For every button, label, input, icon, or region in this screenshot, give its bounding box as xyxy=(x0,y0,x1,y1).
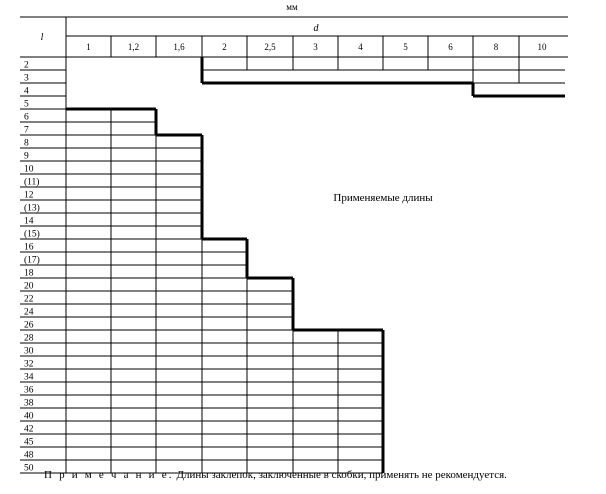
diameter-label: 1,2 xyxy=(127,42,140,52)
length-label: (11) xyxy=(24,177,40,188)
length-label: 20 xyxy=(24,281,34,292)
length-label: 18 xyxy=(24,268,34,279)
diameter-label: 6 xyxy=(448,42,453,52)
diameter-label: 4 xyxy=(358,42,363,52)
length-label: (17) xyxy=(24,255,40,266)
diameter-label: 3 xyxy=(313,42,318,52)
length-label: (13) xyxy=(24,203,40,214)
diameter-label: 5 xyxy=(403,42,408,52)
length-label: 16 xyxy=(24,242,34,253)
length-label: 36 xyxy=(24,385,34,396)
length-label: 32 xyxy=(24,359,34,370)
footnote-prefix: П р и м е ч а н и е. xyxy=(44,469,174,481)
length-label: 4 xyxy=(24,86,29,97)
diameter-label: 2 xyxy=(222,42,227,52)
length-label: 34 xyxy=(24,372,34,383)
length-label: (15) xyxy=(24,229,40,240)
diameter-label: 8 xyxy=(493,42,499,52)
length-label: 2 xyxy=(24,60,29,71)
length-label: 30 xyxy=(24,346,34,357)
length-label: 22 xyxy=(24,294,34,305)
length-label: 14 xyxy=(24,216,34,227)
diameter-header: d xyxy=(313,23,319,34)
length-label: 48 xyxy=(24,450,34,461)
length-label: 50 xyxy=(24,463,34,474)
length-label: 7 xyxy=(24,125,29,136)
length-label: 26 xyxy=(24,320,34,331)
length-label: 9 xyxy=(24,151,29,162)
length-label: 38 xyxy=(24,398,34,409)
table-footnote xyxy=(44,469,507,481)
length-label: 40 xyxy=(24,411,34,422)
unit-label: мм xyxy=(286,2,298,12)
length-label: 28 xyxy=(24,333,34,344)
length-label: 5 xyxy=(24,99,29,110)
length-label: 45 xyxy=(24,437,34,448)
length-label: 6 xyxy=(24,112,29,123)
length-label: 12 xyxy=(24,190,34,201)
length-label: 42 xyxy=(24,424,34,435)
diameter-label: 2,5 xyxy=(264,42,276,52)
diameter-label: 1,6 xyxy=(173,42,185,52)
length-label: 10 xyxy=(24,164,34,175)
length-label: 8 xyxy=(24,138,29,149)
length-header: l xyxy=(40,32,44,43)
length-label: 24 xyxy=(24,307,34,318)
diameter-label: 10 xyxy=(537,42,547,52)
diameter-label: 1 xyxy=(86,42,91,52)
applicable-lengths-label: Применяемые длины xyxy=(333,192,433,204)
footnote-text: Длины заклепок, заключенные в скобки, применять не рекомендуется. xyxy=(173,469,507,481)
length-label: 3 xyxy=(24,73,29,84)
